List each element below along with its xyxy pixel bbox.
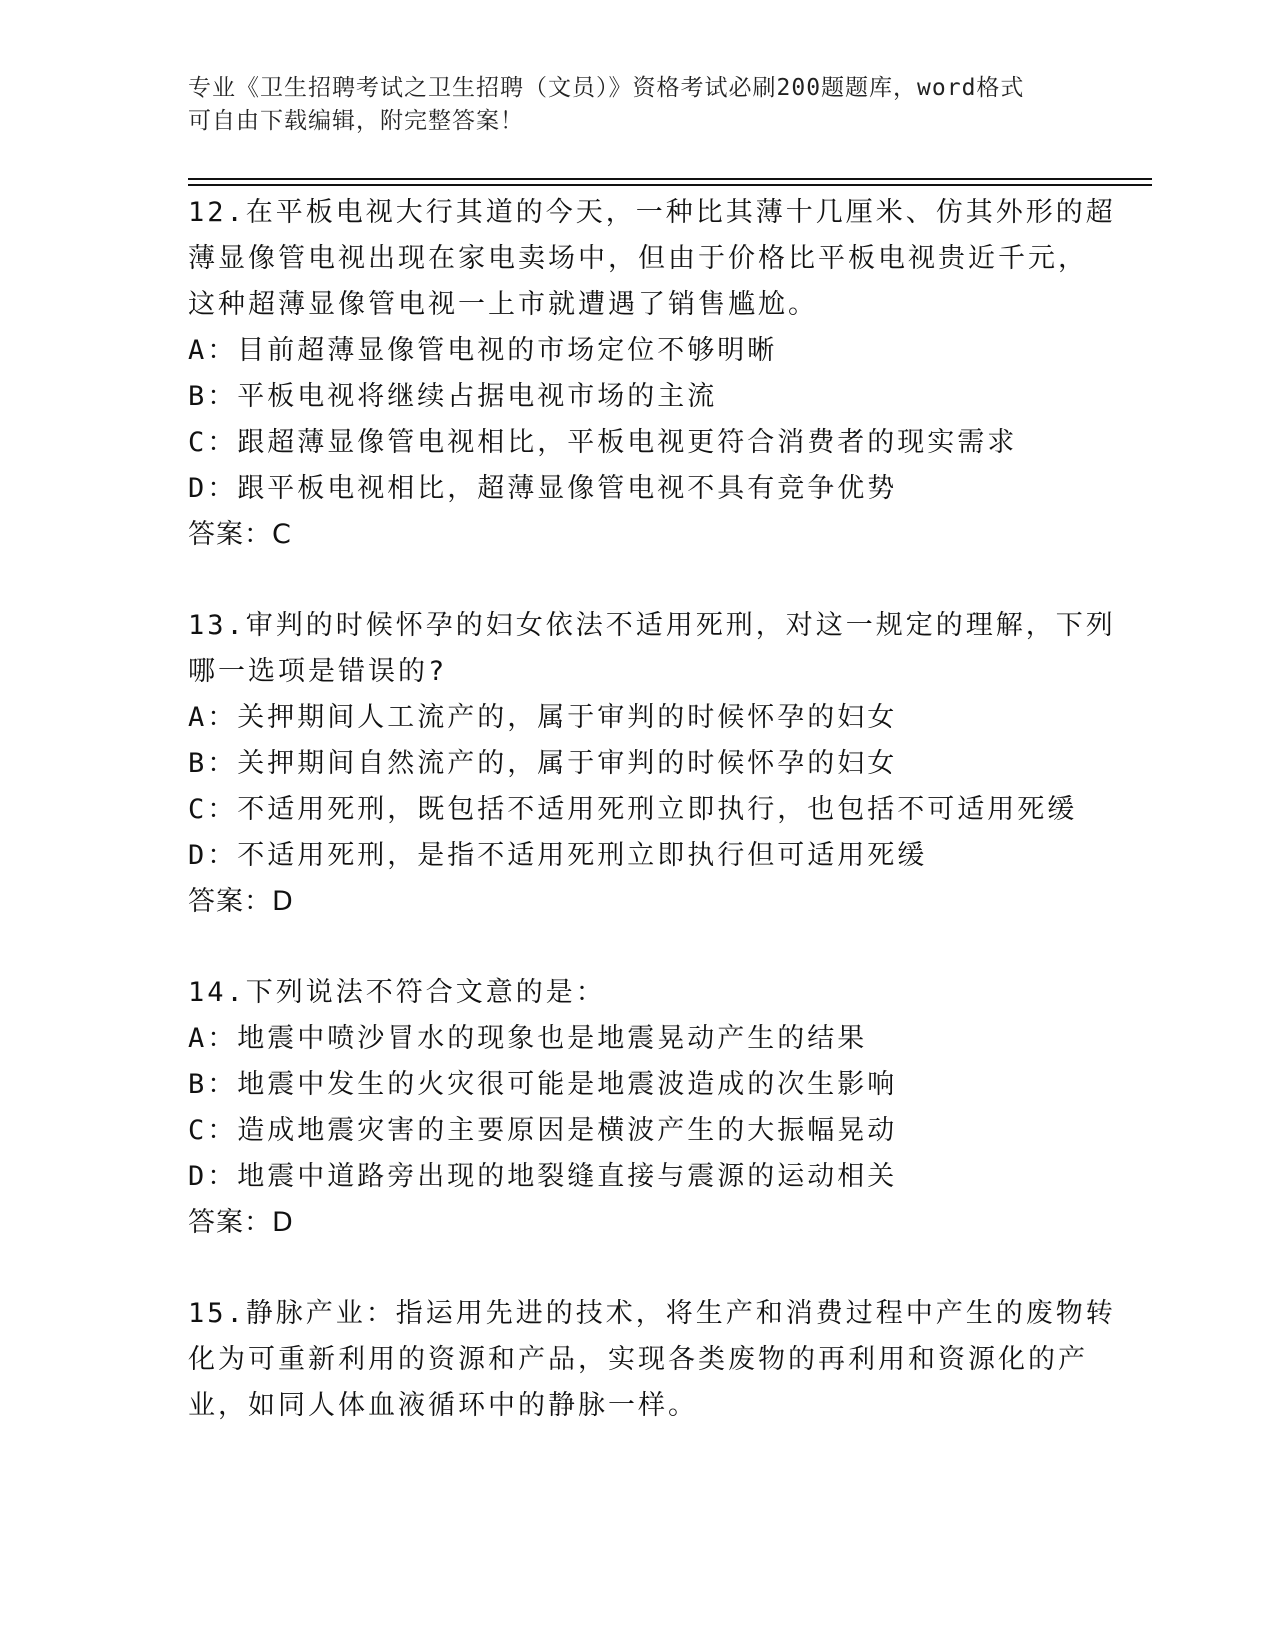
question-text-line: 14.下列说法不符合文意的是： [188,977,606,1008]
question-text-line: 15.静脉产业：指运用先进的技术，将生产和消费过程中产生的废物转 [188,1298,1116,1329]
header-divider-bottom [188,184,1152,186]
option-a: A：关押期间人工流产的，属于审判的时候怀孕的妇女 [188,702,898,733]
option-c: C：造成地震灾害的主要原因是横波产生的大振幅晃动 [188,1115,898,1146]
option-d: D：地震中道路旁出现的地裂缝直接与震源的运动相关 [188,1161,898,1192]
option-b: B：平板电视将继续占据电视市场的主流 [188,381,718,412]
question-text-line: 哪一选项是错误的? [188,656,448,687]
question-text-line: 薄显像管电视出现在家电卖场中，但由于价格比平板电视贵近千元， [188,243,1088,274]
option-d: D：不适用死刑，是指不适用死刑立即执行但可适用死缓 [188,840,928,871]
option-d: D：跟平板电视相比，超薄显像管电视不具有竞争优势 [188,473,898,504]
answer-label: 答案：C [188,519,292,550]
header-line: 专业《卫生招聘考试之卫生招聘（文员）》资格考试必刷200题题库，word格式 [188,75,1025,101]
document-header [188,72,1088,138]
question-text-line: 这种超薄显像管电视一上市就遭遇了销售尴尬。 [188,289,818,320]
option-a: A：地震中喷沙冒水的现象也是地震晃动产生的结果 [188,1023,868,1054]
question-15 [188,1291,1116,1429]
option-b: B：地震中发生的火灾很可能是地震波造成的次生影响 [188,1069,898,1100]
answer-label: 答案：D [188,1207,294,1238]
question-14 [188,970,1088,1246]
question-text-line: 化为可重新利用的资源和产品，实现各类废物的再利用和资源化的产 [188,1344,1088,1375]
question-13 [188,603,1116,925]
question-text-line: 业，如同人体血液循环中的静脉一样。 [188,1390,698,1421]
question-text-line: 12.在平板电视大行其道的今天，一种比其薄十几厘米、仿其外形的超 [188,197,1116,228]
question-list [188,190,1116,1474]
question-text-line: 13.审判的时候怀孕的妇女依法不适用死刑，对这一规定的理解，下列 [188,610,1116,641]
option-c: C：不适用死刑，既包括不适用死刑立即执行，也包括不可适用死缓 [188,794,1078,825]
option-c: C：跟超薄显像管电视相比，平板电视更符合消费者的现实需求 [188,427,1018,458]
header-divider-top [188,178,1152,180]
header-line: 可自由下载编辑，附完整答案！ [188,108,524,134]
option-a: A：目前超薄显像管电视的市场定位不够明晰 [188,335,778,366]
answer-label: 答案：D [188,886,294,917]
option-b: B：关押期间自然流产的，属于审判的时候怀孕的妇女 [188,748,898,779]
question-12 [188,190,1116,558]
